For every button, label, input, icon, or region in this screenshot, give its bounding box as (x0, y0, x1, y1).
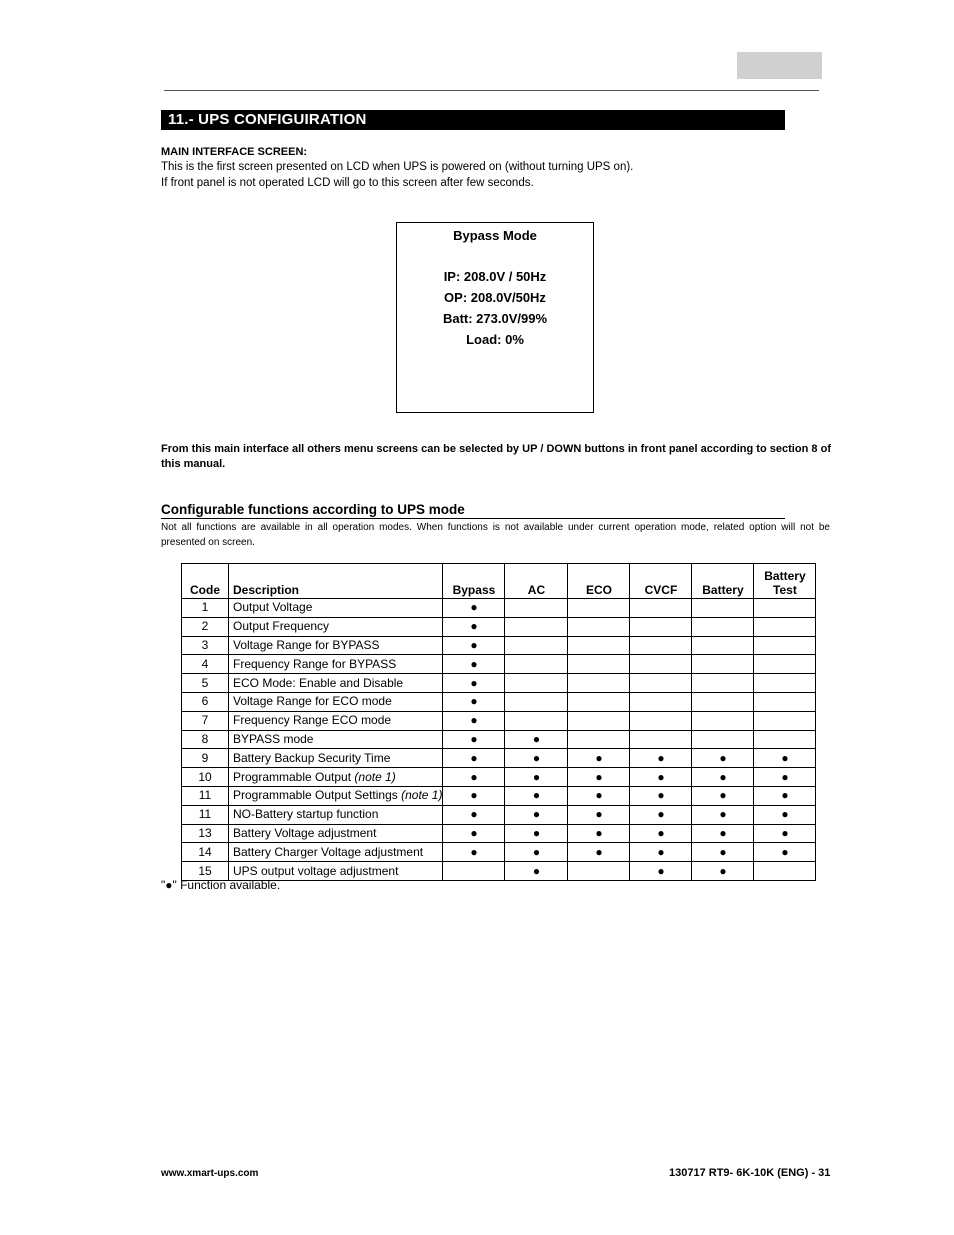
section-title: 11.- UPS CONFIGUIRATION (161, 110, 785, 130)
function-available-mark: ● (754, 749, 816, 768)
row-description-cell (229, 730, 443, 749)
lcd-input: IP: 208.0V / 50Hz (443, 269, 547, 284)
function-available-mark: ● (505, 749, 568, 768)
function-available-mark: ● (505, 843, 568, 862)
function-available-mark: ● (505, 862, 568, 881)
function-available-mark: ● (692, 843, 754, 862)
function-available-mark: ● (443, 805, 505, 824)
row-description: Battery Backup Security Time (233, 750, 391, 765)
function-available-mark: ● (443, 674, 505, 693)
function-available-mark: ● (692, 768, 754, 787)
row-description-cell (229, 674, 443, 693)
empty-cell (505, 711, 568, 730)
function-available-mark: ● (443, 824, 505, 843)
function-available-mark: ● (443, 692, 505, 711)
empty-cell (754, 692, 816, 711)
empty-cell (692, 730, 754, 749)
empty-cell (568, 655, 630, 674)
empty-cell (568, 862, 630, 881)
row-description: Programmable Output (233, 769, 352, 784)
function-available-mark: ● (630, 805, 692, 824)
row-code: 4 (182, 655, 229, 674)
row-description: BYPASS mode (233, 731, 314, 746)
row-description-cell (229, 692, 443, 711)
row-note: (note 1) (401, 788, 443, 803)
row-code: 3 (182, 636, 229, 655)
config-note: Not all functions are available in all operation modes. When functions is not available under current operation mode, related option will not be presented on screen. (161, 522, 830, 548)
function-available-mark: ● (443, 599, 505, 618)
table-row (182, 636, 816, 655)
row-code: 14 (182, 843, 229, 862)
footer-doc-ref: 130717 RT9- 6K-10K (ENG) - 31 (669, 1167, 831, 1179)
function-available-mark: ● (505, 730, 568, 749)
table-row (182, 749, 816, 768)
function-available-mark: ● (568, 749, 630, 768)
lcd-output: OP: 208.0V/50Hz (444, 290, 546, 305)
row-description-cell (229, 711, 443, 730)
function-available-mark: ● (505, 805, 568, 824)
empty-cell (692, 617, 754, 636)
empty-cell (630, 655, 692, 674)
function-available-mark: ● (630, 862, 692, 881)
header-code: Code (182, 564, 229, 599)
table-row (182, 824, 816, 843)
function-available-mark: ● (754, 786, 816, 805)
header-cvcf: CVCF (630, 564, 692, 599)
function-available-mark: ● (692, 862, 754, 881)
empty-cell (692, 655, 754, 674)
empty-cell (692, 674, 754, 693)
function-available-mark: ● (505, 786, 568, 805)
row-description: UPS output voltage adjustment (233, 863, 399, 878)
row-description-cell (229, 749, 443, 768)
empty-cell (505, 599, 568, 618)
row-code: 1 (182, 599, 229, 618)
empty-cell (692, 599, 754, 618)
function-available-mark: ● (443, 768, 505, 787)
function-available-mark: ● (692, 805, 754, 824)
row-code: 7 (182, 711, 229, 730)
table-header-row (182, 564, 816, 599)
row-description: Voltage Range for ECO mode (233, 694, 392, 709)
function-available-mark: ● (754, 805, 816, 824)
empty-cell (630, 599, 692, 618)
empty-cell (505, 692, 568, 711)
empty-cell (568, 730, 630, 749)
function-available-mark: ● (568, 805, 630, 824)
header-battery: Battery (692, 564, 754, 599)
empty-cell (692, 711, 754, 730)
row-code: 15 (182, 862, 229, 881)
empty-cell (754, 674, 816, 693)
empty-cell (630, 692, 692, 711)
empty-cell (630, 617, 692, 636)
row-code: 5 (182, 674, 229, 693)
row-code: 11 (182, 805, 229, 824)
empty-cell (505, 636, 568, 655)
empty-cell (568, 711, 630, 730)
function-available-mark: ● (754, 843, 816, 862)
row-description: Output Voltage (233, 600, 313, 615)
empty-cell (754, 617, 816, 636)
row-description: Frequency Range for BYPASS (233, 656, 397, 671)
table-row (182, 617, 816, 636)
table-row (182, 692, 816, 711)
empty-cell (505, 655, 568, 674)
function-available-mark: ● (630, 824, 692, 843)
row-description: Battery Charger Voltage adjustment (233, 844, 424, 859)
function-available-mark: ● (568, 824, 630, 843)
empty-cell (568, 599, 630, 618)
function-available-mark: ● (443, 749, 505, 768)
row-description-cell (229, 768, 443, 787)
table-row (182, 599, 816, 618)
row-description: Programmable Output Settings (233, 788, 398, 803)
empty-cell (754, 711, 816, 730)
function-available-mark: ● (754, 768, 816, 787)
header-battery-test-line1: Battery (764, 569, 806, 583)
header-description: Description (229, 564, 443, 599)
row-code: 8 (182, 730, 229, 749)
function-available-mark: ● (568, 786, 630, 805)
row-code: 11 (182, 786, 229, 805)
navigation-note: From this main interface all others menu screens can be selected by UP / DOWN buttons in front panel according to section 8 of this manual. (161, 443, 831, 470)
row-description: Output Frequency (233, 619, 330, 634)
empty-cell (754, 730, 816, 749)
legend: "●" Function available. (161, 878, 281, 892)
empty-cell (754, 636, 816, 655)
header-rule (164, 90, 819, 91)
lcd-screen-box (396, 222, 594, 413)
row-description-cell (229, 786, 443, 805)
main-interface-line1: This is the first screen presented on LCD when UPS is powered on (without turning UPS on). (161, 161, 634, 173)
row-code: 2 (182, 617, 229, 636)
empty-cell (692, 636, 754, 655)
functions-table (181, 563, 816, 881)
empty-cell (754, 655, 816, 674)
table-row (182, 711, 816, 730)
row-description: NO-Battery startup function (233, 807, 379, 822)
function-available-mark: ● (443, 730, 505, 749)
function-available-mark: ● (505, 824, 568, 843)
header-ac: AC (505, 564, 568, 599)
row-code: 13 (182, 824, 229, 843)
row-code: 6 (182, 692, 229, 711)
empty-cell (630, 674, 692, 693)
function-available-mark: ● (630, 749, 692, 768)
row-description: ECO Mode: Enable and Disable (233, 675, 404, 690)
empty-cell (443, 862, 505, 881)
empty-cell (754, 862, 816, 881)
empty-cell (505, 674, 568, 693)
config-heading-rule (161, 518, 785, 519)
lcd-mode: Bypass Mode (453, 228, 537, 243)
function-available-mark: ● (443, 617, 505, 636)
row-description-cell (229, 636, 443, 655)
table-row (182, 768, 816, 787)
empty-cell (630, 636, 692, 655)
row-description-cell (229, 824, 443, 843)
footer-website: www.xmart-ups.com (161, 1168, 259, 1179)
header-bypass: Bypass (443, 564, 505, 599)
function-available-mark: ● (443, 843, 505, 862)
function-available-mark: ● (630, 843, 692, 862)
empty-cell (692, 692, 754, 711)
table-row (182, 674, 816, 693)
row-description: Frequency Range ECO mode (233, 713, 392, 728)
empty-cell (568, 617, 630, 636)
row-description-cell (229, 805, 443, 824)
table-row (182, 730, 816, 749)
main-interface-heading: MAIN INTERFACE SCREEN: (161, 146, 308, 158)
table-row (182, 805, 816, 824)
row-description-cell (229, 655, 443, 674)
empty-cell (568, 674, 630, 693)
function-available-mark: ● (443, 786, 505, 805)
config-heading: Configurable functions according to UPS mode (161, 502, 465, 517)
function-available-mark: ● (692, 824, 754, 843)
empty-cell (568, 636, 630, 655)
row-note: (note 1) (354, 769, 396, 784)
row-code: 9 (182, 749, 229, 768)
empty-cell (505, 617, 568, 636)
table-body (182, 599, 816, 881)
function-available-mark: ● (568, 843, 630, 862)
empty-cell (754, 599, 816, 618)
header-battery-test-line2: Test (773, 583, 797, 597)
header-eco: ECO (568, 564, 630, 599)
empty-cell (630, 730, 692, 749)
header-gray-tab (737, 52, 822, 79)
lcd-load: Load: 0% (466, 332, 524, 347)
table-row (182, 843, 816, 862)
row-description-cell (229, 599, 443, 618)
empty-cell (568, 692, 630, 711)
table-row (182, 655, 816, 674)
row-description: Battery Voltage adjustment (233, 825, 377, 840)
function-available-mark: ● (568, 768, 630, 787)
function-available-mark: ● (630, 786, 692, 805)
header-battery-test (754, 564, 816, 599)
lcd-battery: Batt: 273.0V/99% (442, 311, 548, 326)
function-available-mark: ● (443, 711, 505, 730)
function-available-mark: ● (443, 636, 505, 655)
row-description-cell (229, 843, 443, 862)
main-interface-line2: If front panel is not operated LCD will go to this screen after few seconds. (161, 177, 534, 189)
row-code: 10 (182, 768, 229, 787)
function-available-mark: ● (443, 655, 505, 674)
row-description-cell (229, 617, 443, 636)
function-available-mark: ● (630, 768, 692, 787)
function-available-mark: ● (505, 768, 568, 787)
function-available-mark: ● (692, 786, 754, 805)
empty-cell (630, 711, 692, 730)
table-row (182, 786, 816, 805)
function-available-mark: ● (692, 749, 754, 768)
function-available-mark: ● (754, 824, 816, 843)
row-description: Voltage Range for BYPASS (233, 637, 380, 652)
